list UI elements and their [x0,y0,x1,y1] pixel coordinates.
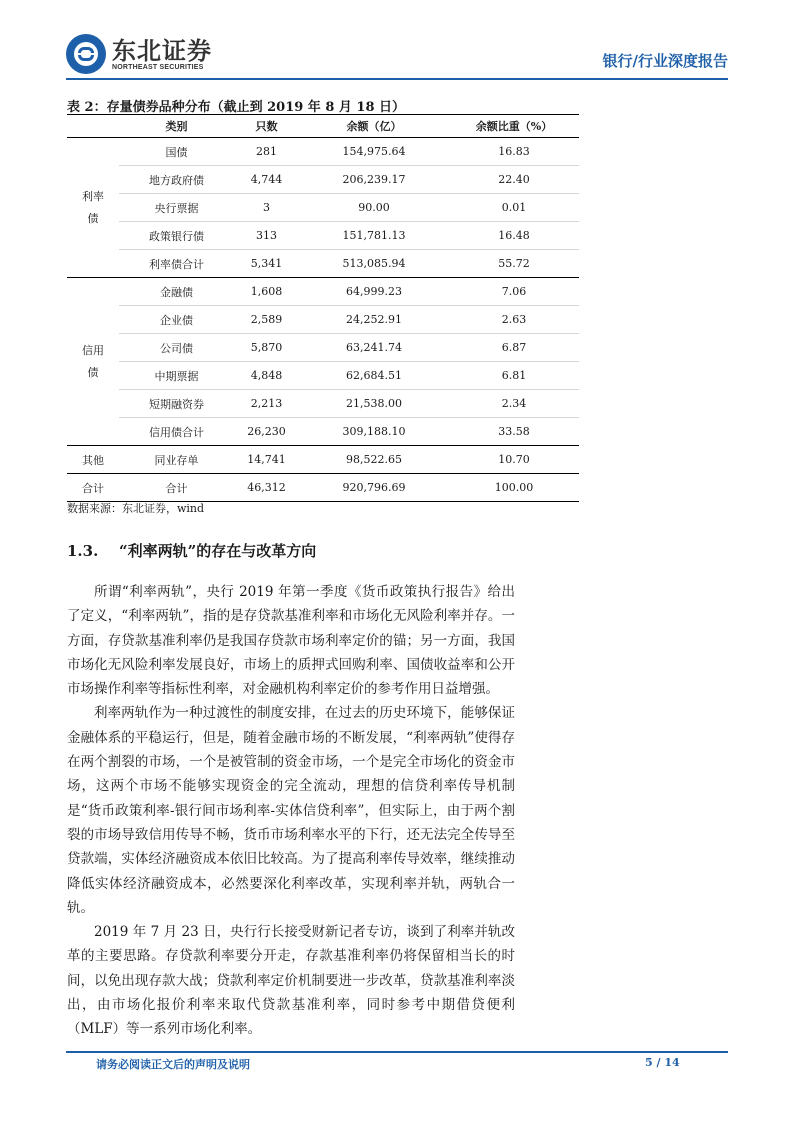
cell-share: 100.00 [449,474,579,502]
cell-share: 16.48 [449,222,579,250]
cell-name: 国债 [119,138,234,166]
header-divider [66,78,728,80]
cell-share: 6.87 [449,334,579,362]
paragraph: 2019 年 7 月 23 日，央行行长接受财新记者专访，谈到了利率并轨改革的主要思路。存贷款利率要分开走，存款基准利率仍将保留相当长的时间，以免出现存款大战；贷款利率定价机制要进一步改革，贷款基准利率淡出，由市场化报价利率来取代贷款基准利率，同时参考中期借贷便利（MLF）等一系列市场化利率。 [67,924,515,1038]
bond-distribution-table [67,114,579,502]
cell-share: 0.01 [449,194,579,222]
cell-share: 6.81 [449,362,579,390]
cell-count: 2,589 [234,306,299,334]
table-row [67,278,579,306]
cell-count: 281 [234,138,299,166]
cell-count: 26,230 [234,418,299,446]
cell-balance: 920,796.69 [299,474,449,502]
table-header-row [67,115,579,138]
cell-count: 14,741 [234,446,299,474]
cell-share: 33.58 [449,418,579,446]
cell-balance: 206,239.17 [299,166,449,194]
cell-count: 4,848 [234,362,299,390]
cell-count: 5,870 [234,334,299,362]
column-header: 余额比重（%） [449,115,579,138]
cell-share: 7.06 [449,278,579,306]
column-header: 余额（亿） [299,115,449,138]
group-label: 其他 [67,446,119,474]
logo-icon [66,34,106,74]
cell-name: 中期票据 [119,362,234,390]
cell-balance: 513,085.94 [299,250,449,278]
table-row [67,362,579,390]
table-row [67,334,579,362]
cell-balance: 90.00 [299,194,449,222]
cell-balance: 151,781.13 [299,222,449,250]
column-header: 类别 [119,115,234,138]
footer-disclaimer: 请务必阅读正文后的声明及说明 [96,1058,250,1071]
cell-name: 金融债 [119,278,234,306]
page-number: 5 / 14 [645,1056,680,1069]
cell-balance: 24,252.91 [299,306,449,334]
cell-count: 2,213 [234,390,299,418]
cell-name: 政策银行债 [119,222,234,250]
table-row [67,166,579,194]
cell-share: 22.40 [449,166,579,194]
cell-name: 企业债 [119,306,234,334]
cell-count: 46,312 [234,474,299,502]
group-label: 利率债 [67,138,119,278]
table-row [67,194,579,222]
section-heading [67,540,316,561]
table-row [67,222,579,250]
report-type: 银行/行业深度报告 [602,52,728,70]
cell-name: 短期融资券 [119,390,234,418]
section-number: 1.3. [67,542,99,560]
table-row [67,390,579,418]
logo-name-cn: 东北证券 [112,36,212,65]
cell-name: 同业存单 [119,446,234,474]
cell-share: 55.72 [449,250,579,278]
cell-count: 313 [234,222,299,250]
data-source-note: 数据来源：东北证券，wind [67,502,205,515]
cell-name: 信用债合计 [119,418,234,446]
cell-share: 10.70 [449,446,579,474]
cell-name: 公司债 [119,334,234,362]
cell-share: 2.63 [449,306,579,334]
company-logo [66,34,212,74]
section-title: “利率两轨”的存在与改革方向 [119,542,317,560]
table-row-total [67,474,579,502]
cell-share: 2.34 [449,390,579,418]
group-label: 合计 [67,474,119,502]
paragraph: 利率两轨作为一种过渡性的制度安排，在过去的历史环境下，能够保证金融体系的平稳运行，但是，随着金融市场的不断发展，“利率两轨”使得存在两个割裂的市场，一个是被管制的资金市场，一个是完全市场化的资金市场，这两个市场不能够实现资金的完全流动，理想的信贷利率传导机制是“货币政策利率-银行间市场利率-实体信贷利率”，但实际上，由于两个割裂的市场导致信用传导不畅，货币市场利率水平的下行，还无法完全传导至贷款端，实体经济融资成本依旧比较高。为了提高利率传导效率，继续推动降低实体经济融资成本，必然要深化利率改革，实现利率并轨，两轨合一轨。 [67,705,515,916]
cell-name: 利率债合计 [119,250,234,278]
cell-name: 央行票据 [119,194,234,222]
cell-balance: 154,975.64 [299,138,449,166]
cell-count: 1,608 [234,278,299,306]
cell-balance: 64,999.23 [299,278,449,306]
footer-divider [66,1051,728,1053]
cell-name: 地方政府债 [119,166,234,194]
logo-name-en: NORTHEAST SECURITIES [112,63,204,71]
cell-balance: 21,538.00 [299,390,449,418]
table-row-subtotal [67,250,579,278]
cell-balance: 62,684.51 [299,362,449,390]
cell-balance: 63,241.74 [299,334,449,362]
cell-count: 5,341 [234,250,299,278]
section-body [67,580,515,1042]
column-header: 只数 [234,115,299,138]
table-caption: 表 2：存量债券品种分布（截止到 2019 年 8 月 18 日） [67,100,406,115]
cell-count: 3 [234,194,299,222]
table-row [67,138,579,166]
page-header [66,32,728,76]
cell-count: 4,744 [234,166,299,194]
cell-balance: 309,188.10 [299,418,449,446]
group-label: 信用债 [67,278,119,446]
table-row [67,446,579,474]
table-row [67,306,579,334]
cell-balance: 98,522.65 [299,446,449,474]
paragraph: 所谓“利率两轨”，央行 2019 年第一季度《货币政策执行报告》给出了定义，“利率两轨”，指的是存贷款基准利率和市场化无风险利率并存。一方面，存贷款基准利率仍是我国存贷款市场利率定价的锚；另一方面，我国市场化无风险利率发展良好，市场上的质押式回购利率、国债收益率和公开市场操作利率等指标性利率，对金融机构利率定价的参考作用日益增强。 [67,584,515,698]
table-row-subtotal [67,418,579,446]
cell-name: 合计 [119,474,234,502]
cell-share: 16.83 [449,138,579,166]
